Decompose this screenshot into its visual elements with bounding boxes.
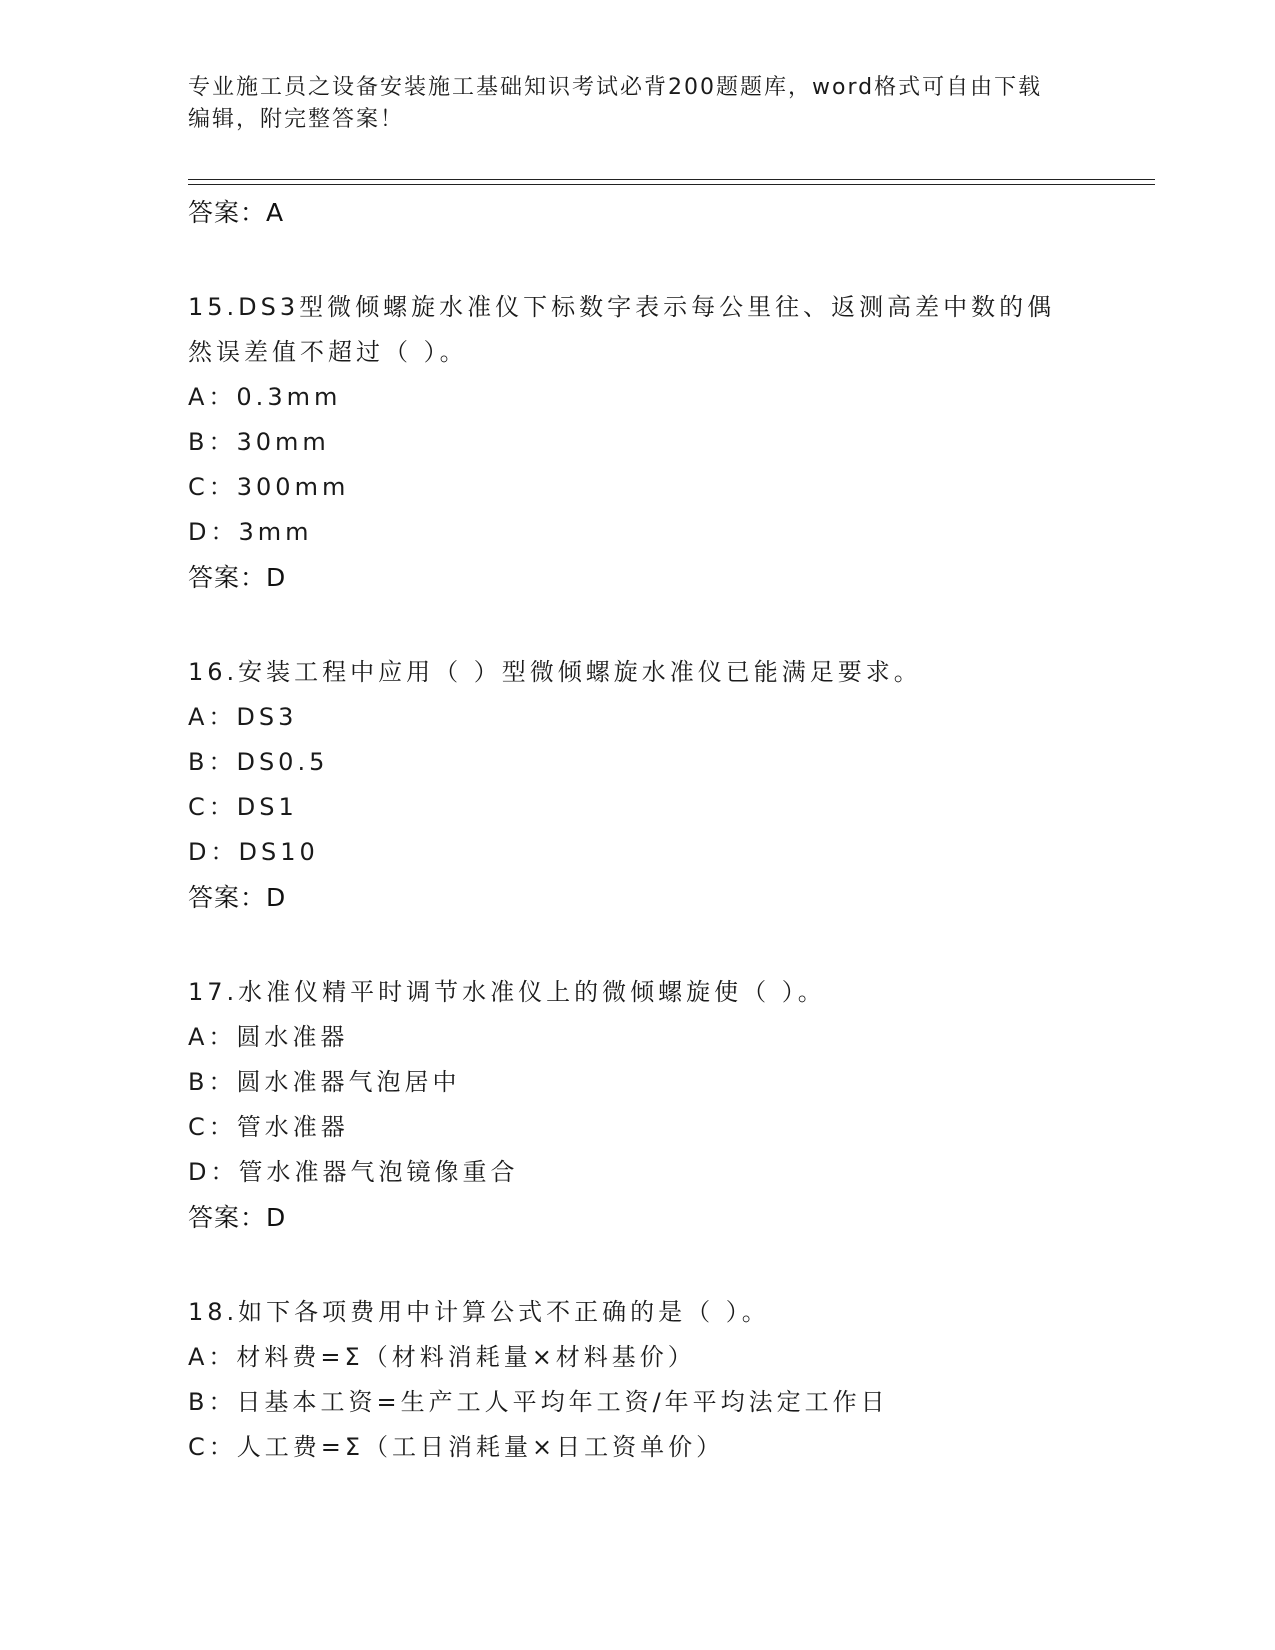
- question-stem: 15.DS3型微倾螺旋水准仪下标数字表示每公里往、返测高差中数的偶: [188, 293, 1056, 321]
- header-divider-top: [188, 179, 1155, 180]
- option-c: C：300mm: [188, 473, 350, 501]
- question-stem-continued: 然误差值不超过（ ）。: [188, 338, 468, 366]
- spacer: [188, 920, 1088, 970]
- header-title-line-1: 专业施工员之设备安装施工基础知识考试必背200题题库，word格式可自由下载: [188, 75, 1043, 100]
- question-15: [188, 285, 1088, 555]
- question-stem: 16.安装工程中应用（ ）型微倾螺旋水准仪已能满足要求。: [188, 658, 922, 686]
- header-title-line-2: 编辑，附完整答案！: [188, 107, 405, 132]
- question-stem: 17.水准仪精平时调节水准仪上的微倾螺旋使（ ）。: [188, 978, 826, 1006]
- option-a: A：0.3mm: [188, 383, 342, 411]
- header-divider-bottom: [188, 184, 1155, 185]
- option-d: D：3mm: [188, 518, 313, 546]
- answer-line: 答案：A: [188, 198, 285, 227]
- answer-line: 答案：D: [188, 883, 287, 912]
- option-c: C：管水准器: [188, 1113, 349, 1141]
- answer-line: 答案：D: [188, 563, 287, 592]
- question-18: [188, 1290, 1088, 1470]
- spacer: [188, 600, 1088, 650]
- question-list: [188, 190, 1088, 1470]
- question-17: [188, 970, 1088, 1195]
- option-a: A：圆水准器: [188, 1023, 349, 1051]
- option-b: B：日基本工资=生产工人平均年工资/年平均法定工作日: [188, 1388, 889, 1416]
- option-b: B：30mm: [188, 428, 330, 456]
- document-header: [188, 72, 1078, 136]
- option-c: C：DS1: [188, 793, 298, 821]
- option-d: D：管水准器气泡镜像重合: [188, 1158, 519, 1186]
- answer-line: 答案：D: [188, 1203, 287, 1232]
- spacer: [188, 235, 1088, 285]
- question-16: [188, 650, 1088, 875]
- option-a: A：DS3: [188, 703, 298, 731]
- option-d: D：DS10: [188, 838, 319, 866]
- option-b: B：圆水准器气泡居中: [188, 1068, 461, 1096]
- option-c: C：人工费=Σ（工日消耗量×日工资单价）: [188, 1433, 725, 1461]
- question-stem: 18.如下各项费用中计算公式不正确的是（ ）。: [188, 1298, 770, 1326]
- option-a: A：材料费=Σ（材料消耗量×材料基价）: [188, 1343, 696, 1371]
- spacer: [188, 1240, 1088, 1290]
- option-b: B：DS0.5: [188, 748, 329, 776]
